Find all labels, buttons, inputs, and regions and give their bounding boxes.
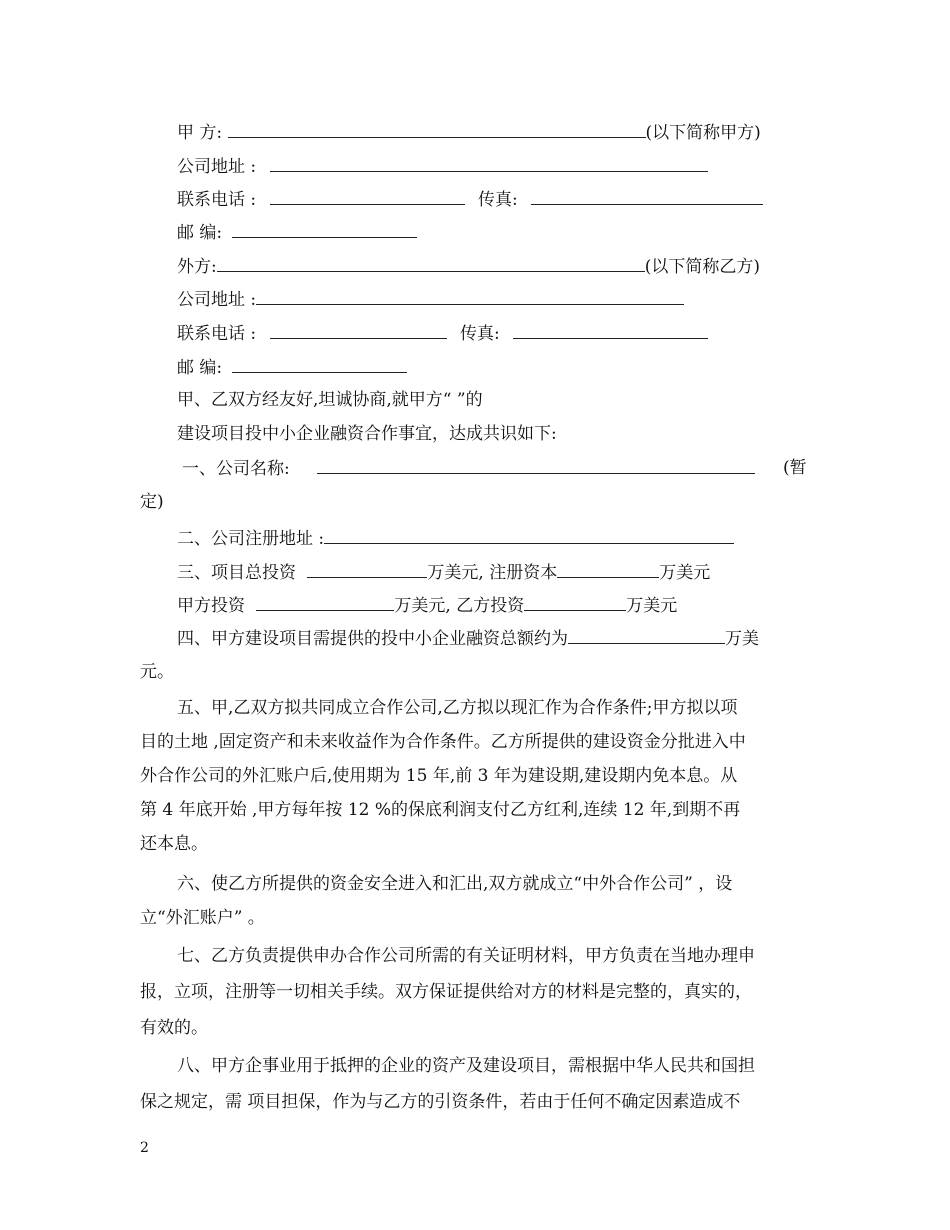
party-a-zip-blank	[232, 221, 417, 238]
clause-5-line-4: 第 4 年底开始 ,甲方每年按 12 %的保底利润支付乙方红利,连续 12 年,到期不再	[140, 800, 741, 820]
clause-7-line-1: 七、乙方负责提供申办合作公司所需的有关证明材料，甲方负责在当地办理申	[177, 946, 755, 966]
clause-4-continued: 元。	[140, 662, 174, 682]
clause-5-line-5: 还本息。	[140, 834, 208, 854]
party-b-zip-blank	[232, 356, 407, 373]
party-a-investment-blank	[256, 594, 394, 611]
party-b-phone-blank	[270, 322, 447, 339]
clause-6-line-1: 六、使乙方所提供的资金安全进入和汇出,双方就成立“中外合作公司” ，设	[177, 874, 733, 894]
party-b-phone-line	[177, 322, 708, 345]
party-b-address-blank	[256, 288, 684, 305]
party-b-label: 外方:	[177, 257, 217, 277]
party-a-phone-blank	[270, 188, 465, 205]
party-b-phone-label: 联系电话 :	[177, 324, 257, 344]
party-b-investment-blank	[524, 594, 626, 611]
clause-3-line	[177, 561, 710, 584]
party-a-investment-label: 甲方投资	[177, 596, 245, 616]
party-a-zip-line	[177, 221, 417, 244]
party-a-blank	[228, 121, 646, 138]
clause-2-line	[177, 527, 734, 550]
party-a-label: 甲 方:	[177, 123, 223, 143]
clause-8-line-2: 保之规定，需 项目担保，作为与乙方的引资条件，若由于任何不确定因素造成不	[140, 1092, 741, 1112]
party-a-phone-line	[177, 188, 763, 211]
party-b-investment-unit: 万美元	[626, 596, 678, 616]
party-a-address-blank	[270, 155, 708, 172]
party-a-line	[177, 121, 761, 144]
intro-line-2: 建设项目投中小企业融资合作事宜，达成共识如下:	[177, 424, 557, 444]
party-b-fax-blank	[513, 322, 708, 339]
clause-4-unit: 万美	[725, 629, 759, 649]
party-a-fax-label: 传真:	[477, 190, 518, 210]
clause-2-label: 二、公司注册地址 :	[177, 529, 325, 549]
party-a-phone-label: 联系电话 :	[177, 190, 257, 210]
clause-6-line-2: 立“外汇账户” 。	[140, 908, 265, 928]
clause-4-line	[177, 627, 759, 650]
clause-1-label: 一、公司名称:	[182, 459, 290, 479]
party-b-fax-label: 传真:	[459, 324, 500, 344]
total-investment-blank	[307, 561, 427, 578]
company-name-blank	[317, 457, 755, 474]
total-investment-label: 三、项目总投资	[177, 563, 296, 583]
party-a-zip-label: 邮 编:	[177, 223, 223, 243]
registered-address-blank	[324, 527, 734, 544]
page-number: 2	[140, 1140, 149, 1156]
clause-1-tail: (暂	[783, 458, 807, 478]
clause-5-line-1: 五、甲,乙双方拟共同成立合作公司,乙方拟以现汇作为合作条件;甲方拟以项	[177, 698, 738, 718]
party-b-investment-label: 万美元, 乙方投资	[394, 596, 525, 616]
party-b-abbrev: (以下简称乙方)	[644, 257, 760, 277]
clause-1-line	[182, 457, 755, 480]
clause-4-text: 四、甲方建设项目需提供的投中小企业融资总额约为	[177, 629, 568, 649]
clause-5-line-2: 目的土地 ,固定资产和未来收益作为合作条件。乙方所提供的建设资金分批进入中	[140, 732, 746, 752]
intro-line-1: 甲、乙双方经友好,坦诚协商,就甲方“ ”的	[177, 390, 483, 410]
party-b-zip-label: 邮 编:	[177, 358, 223, 378]
clause-7-line-3: 有效的。	[140, 1018, 208, 1038]
investment-split-line	[177, 594, 677, 617]
party-a-address-label: 公司地址 :	[177, 157, 257, 177]
party-b-address-line	[177, 288, 684, 311]
party-a-fax-blank	[531, 188, 763, 205]
registered-capital-unit: 万美元	[659, 563, 711, 583]
financing-amount-blank	[568, 627, 725, 644]
registered-capital-label: 万美元, 注册资本	[427, 563, 558, 583]
party-a-address-line	[177, 155, 708, 178]
clause-1-continued: 定)	[140, 492, 164, 512]
party-b-line	[177, 255, 760, 278]
party-a-abbrev: (以下简称甲方)	[645, 123, 761, 143]
clause-7-line-2: 报，立项，注册等一切相关手续。双方保证提供给对方的材料是完整的，真实的，	[140, 982, 752, 1002]
clause-5-line-3: 外合作公司的外汇账户后,使用期为 15 年,前 3 年为建设期,建设期内免本息。从	[140, 766, 738, 786]
party-b-address-label: 公司地址 :	[177, 290, 257, 310]
clause-8-line-1: 八、甲方企事业用于抵押的企业的资产及建设项目，需根据中华人民共和国担	[177, 1056, 755, 1076]
party-b-blank	[217, 255, 645, 272]
registered-capital-blank	[557, 561, 659, 578]
party-b-zip-line	[177, 356, 407, 379]
